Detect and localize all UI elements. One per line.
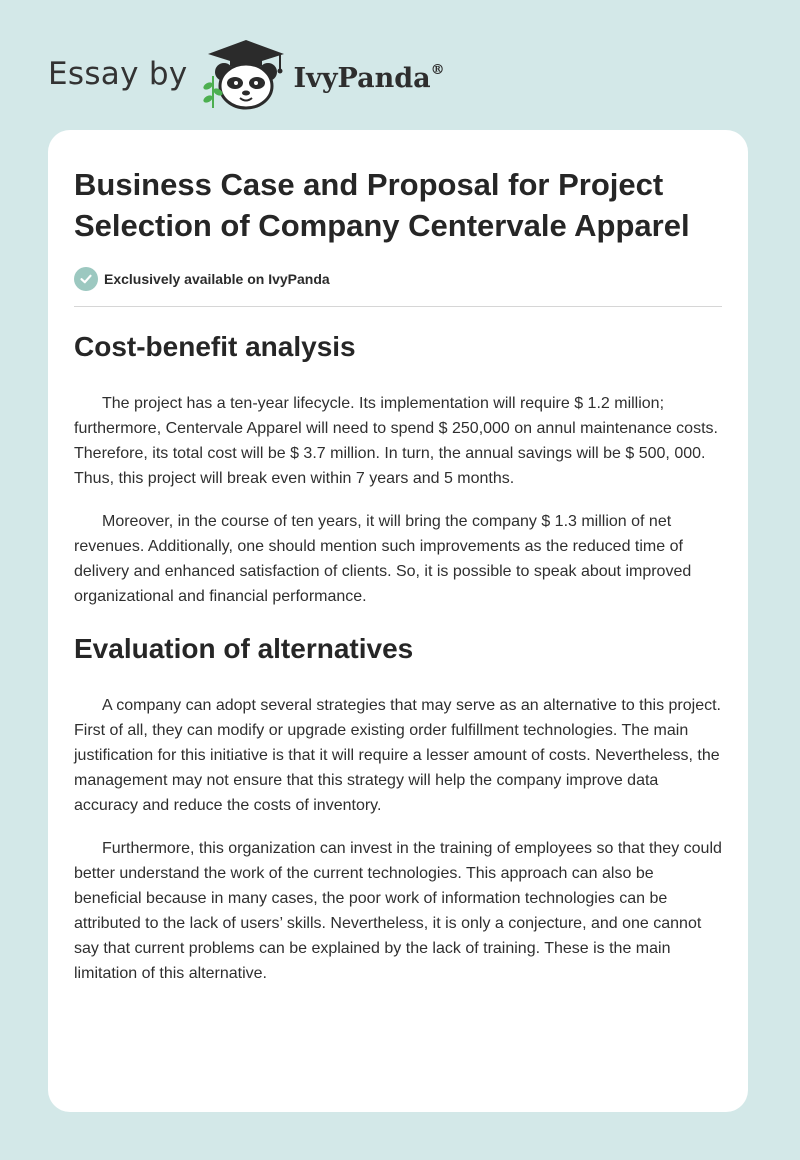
title-divider [74,306,722,307]
essay-title: Business Case and Proposal for Project Selection of Company Centervale Apparel [74,167,690,243]
essay-card [48,130,748,1112]
site-header [48,36,445,112]
paragraph: A company can adopt several strategies that may serve as an alternative to this project. First of all, they can modify or upgrade existing order fulfillment technologies. The main justification for this initiative is that it will require a lesser amount of costs. Nevertheless, the management may not ensure that this strategy will help the company improve data accuracy and reduce the costs of inventory. [74,697,721,814]
exclusive-badge [74,264,722,294]
paragraph: The project has a ten-year lifecycle. Its implementation will require $ 1.2 million; furthermore, Centervale Apparel will need to spend $ 250,000 on annul maintenance costs. Therefore, its total cost will be $ 3.7 million. In turn, the annual savings will be $ 500, 000. Thus, this project will break even within 7 years and 5 months. [74,395,718,487]
essay-by-label: Essay by [48,56,188,92]
exclusive-badge-text: Exclusively available on IvyPanda [104,271,330,287]
section-heading-cost-benefit: Cost-benefit analysis [74,331,356,362]
section-heading-evaluation: Evaluation of alternatives [74,633,414,664]
paragraph: Moreover, in the course of ten years, it will bring the company $ 1.3 million of net revenues. Additionally, one should mention such improvements as the reduced time of delivery and enhanced satisfaction of clients. So, it is possible to speak about improved organizational and financial performance. [74,513,692,605]
paragraph: Furthermore, this organization can invest in the training of employees so that they could better understand the work of the current technologies. This approach can also be beneficial because in many cases, the poor work of information technologies can be attributed to the lack of users’ skills. Nevertheless, it is only a conjecture, and one cannot say that current problems can be explained by the lack of training. These is the main limitation of this alternative. [74,840,722,982]
panda-graduate-icon[interactable] [200,36,292,112]
brand-name[interactable]: IvyPanda® [293,61,445,94]
check-icon [74,267,98,291]
trademark-symbol: ® [430,61,445,78]
